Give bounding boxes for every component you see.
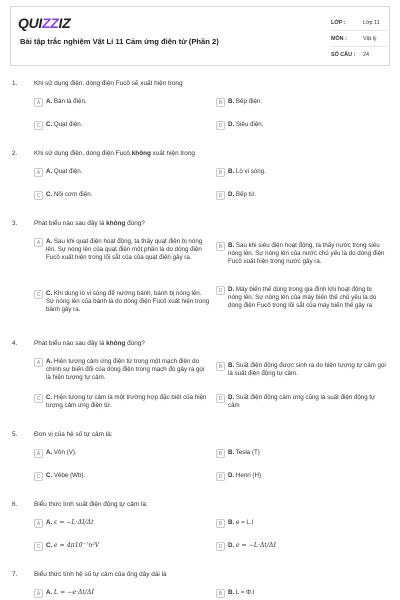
answer-option-d[interactable]: D D. Siêu điện. bbox=[216, 121, 386, 130]
question-text: Khi sử dụng điện, dòng điện Fucô sẽ xuất hiện trong bbox=[34, 79, 183, 87]
answer-option-b[interactable]: B B. e = L.I bbox=[216, 519, 386, 528]
answer-option-a[interactable]: A A. Bàn là điện. bbox=[34, 98, 210, 107]
answer-option-b[interactable]: B B. Tesla (T) bbox=[216, 449, 386, 458]
answer-option-a[interactable]: A A. Vôn (V). bbox=[34, 449, 210, 458]
option-badge: D bbox=[216, 472, 225, 481]
answer-option-b[interactable]: B B. Lò vi sóng. bbox=[216, 168, 386, 177]
question-text: Phát biểu nào sau đây là không đúng? bbox=[34, 219, 145, 227]
answer-option-d[interactable]: D D. e = −L·Δt/ΔI bbox=[216, 542, 386, 551]
question-6 bbox=[12, 499, 390, 559]
option-badge: B bbox=[216, 98, 225, 107]
question-5 bbox=[12, 429, 390, 489]
option-badge: A bbox=[34, 589, 43, 598]
question-number: 5. bbox=[12, 430, 18, 438]
question-3 bbox=[12, 218, 390, 328]
question-number: 1. bbox=[12, 79, 18, 87]
option-badge: A bbox=[34, 449, 43, 458]
option-badge: A bbox=[34, 98, 43, 107]
question-text: Biểu thức tính suất điện động tự cảm là: bbox=[34, 500, 148, 508]
question-text: Biểu thức tính hệ số tự cảm của ống dây dài là bbox=[34, 570, 167, 578]
option-badge: A bbox=[34, 358, 43, 367]
option-badge: D bbox=[216, 542, 225, 551]
answer-option-c[interactable]: C C. Khi dùng lò vi sóng để nướng bánh, bánh bị nóng lên. Sự nóng lên của bánh là do dòng điện Fucô xuất hiện trong bánh gây ra. bbox=[34, 290, 210, 314]
meta-question-count: SỐ CÂU : 24 bbox=[331, 51, 369, 58]
option-badge: B bbox=[216, 519, 225, 528]
worksheet-header bbox=[10, 6, 390, 66]
question-number: 6. bbox=[12, 500, 18, 508]
question-text: Khi sử dụng điện, dòng điện Fucô không xuất hiện trong bbox=[34, 149, 195, 157]
option-badge: D bbox=[216, 286, 225, 295]
answer-option-b[interactable]: B B. Suất điện động được sinh ra do hiện tượng tự cảm gọi là suất điện động tự cảm. bbox=[216, 362, 386, 378]
question-text: Đơn vị của hệ số tự cảm là: bbox=[34, 430, 113, 438]
option-badge: B bbox=[216, 242, 225, 251]
option-badge: C bbox=[34, 542, 43, 551]
answer-option-c[interactable]: C C. Hiện tượng tự cảm là một trường hợp đặc biệt của hiện tượng cảm ứng điện từ. bbox=[34, 394, 210, 410]
answer-option-a[interactable]: A A. Quạt điện. bbox=[34, 168, 210, 177]
answer-option-a[interactable]: A A. L = −e·Δt/ΔI bbox=[34, 589, 210, 598]
question-4 bbox=[12, 338, 390, 423]
option-badge: C bbox=[34, 290, 43, 299]
option-badge: C bbox=[34, 394, 43, 403]
answer-option-d[interactable]: D D. Henri (H) bbox=[216, 472, 386, 481]
answer-option-c[interactable]: C C. Vêbe (Wb). bbox=[34, 472, 210, 481]
answer-option-a[interactable]: A A. ε = −L·ΔI/Δt bbox=[34, 519, 210, 528]
option-badge: B bbox=[216, 168, 225, 177]
question-2 bbox=[12, 148, 390, 208]
question-number: 3. bbox=[12, 219, 18, 227]
option-badge: A bbox=[34, 519, 43, 528]
answer-option-d[interactable]: D D. Suất điện động cảm ứng cũng là suất điện động tự cảm bbox=[216, 394, 386, 410]
answer-option-a[interactable]: A A. Hiện tượng cảm ứng điện từ trong một mạch điện do chính sự biến đổi của dòng điện trong mạch đó gây ra gọi là hiện tượng tự cảm. bbox=[34, 358, 210, 382]
option-badge: A bbox=[34, 168, 43, 177]
answer-option-b[interactable]: B B. Sau khi siêu điện hoạt động, ta thấy nước trong siêu nóng lên. Sự nóng lên của nước chủ yếu là do dòng điện Fucô xuất hiện trong nước gây ra. bbox=[216, 242, 386, 266]
worksheet-title: Bài tập trắc nghiệm Vật Lí 11 Cảm ứng điện từ (Phần 2) bbox=[20, 37, 219, 46]
question-1 bbox=[12, 78, 390, 138]
answer-option-b[interactable]: B B. Bếp điện. bbox=[216, 98, 386, 107]
option-badge: C bbox=[34, 191, 43, 200]
option-badge: B bbox=[216, 589, 225, 598]
answer-option-d[interactable]: D D. Bếp từ. bbox=[216, 191, 386, 200]
question-text: Phát biểu nào sau đây là không đúng? bbox=[34, 339, 145, 347]
question-number: 2. bbox=[12, 149, 18, 157]
question-number: 7. bbox=[12, 570, 18, 578]
answer-option-d[interactable]: D D. Máy biến thế dùng trong gia đình khi hoạt động bị nóng lên. Sự nóng lên của máy biến thế chủ yếu là do dòng điện Fucô trong lõi sắt của máy biến thế gây ra bbox=[216, 286, 386, 310]
option-badge: D bbox=[216, 191, 225, 200]
answer-option-a[interactable]: A A. Sau khi quạt điện hoạt động, ta thấy quạt điện bị nóng lên. Sự nóng lên của quạt điện một phần là do dòng điện Fucô xuất hiện trong lõi sắt của của quạt điện gây ra. bbox=[34, 238, 210, 262]
option-badge: C bbox=[34, 472, 43, 481]
question-number: 4. bbox=[12, 339, 18, 347]
option-badge: D bbox=[216, 121, 225, 130]
option-badge: B bbox=[216, 449, 225, 458]
option-badge: C bbox=[34, 121, 43, 130]
worksheet-meta bbox=[331, 15, 387, 62]
answer-option-c[interactable]: C C. e = 4π10⁻⁷n²V bbox=[34, 542, 210, 551]
meta-class: LỚP : Lớp 11 bbox=[331, 15, 387, 31]
quizizz-logo: QUIZZIZ bbox=[18, 15, 71, 31]
option-badge: A bbox=[34, 238, 43, 247]
meta-subject: MÔN : Vật lý bbox=[331, 31, 387, 47]
option-badge: B bbox=[216, 362, 225, 371]
option-badge: D bbox=[216, 394, 225, 403]
answer-option-c[interactable]: C C. Quạt điện. bbox=[34, 121, 210, 130]
question-7 bbox=[12, 569, 390, 600]
answer-option-c[interactable]: C C. Nồi cơm điện. bbox=[34, 191, 210, 200]
answer-option-b[interactable]: B B. L = Φ.I bbox=[216, 589, 386, 598]
